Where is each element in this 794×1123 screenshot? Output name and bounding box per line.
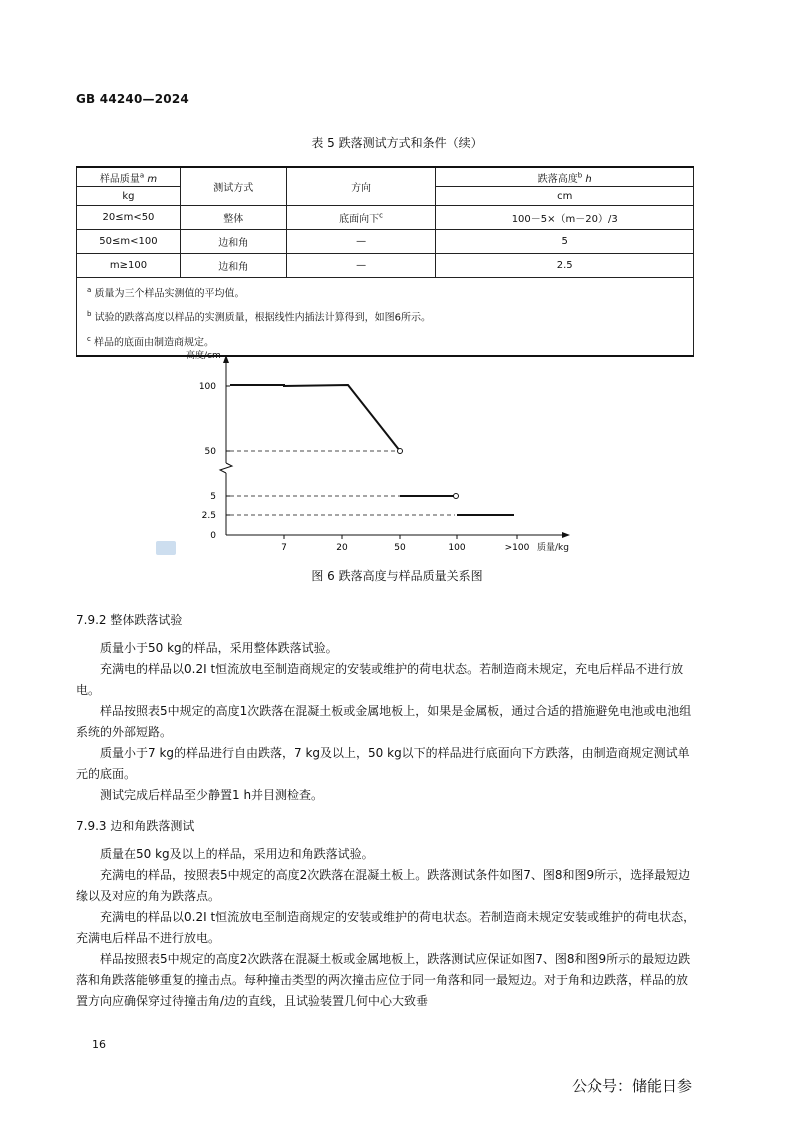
header-method: 测试方式 [180, 167, 286, 206]
x-tick-label: 7 [281, 543, 287, 553]
x-tick-label: 100 [448, 543, 466, 553]
y-tick-label: 50 [204, 447, 216, 457]
y-tick-label: 0 [210, 531, 216, 541]
header-mass: 样品质量$^a$ m [77, 167, 181, 187]
figure-caption: 图 6 跌落高度与样品质量关系图 [311, 569, 483, 583]
table-note: $^b$ 试验的跌落高度以样品的实测质量，根据线性内插法计算得到，如图6所示。 [87, 310, 432, 324]
section-heading: 7.9.2 整体跌落试验 [76, 613, 183, 627]
series-line-20-50 [230, 385, 400, 451]
x-tick-label: 50 [394, 543, 406, 553]
header-direction: 方向 [286, 167, 436, 206]
drop-height-chart [180, 345, 600, 560]
x-ticks [281, 535, 529, 553]
y-tick-label: 100 [198, 382, 216, 392]
table-title: 表 5 跌落测试方式和条件（续） [311, 136, 483, 150]
y-axis-label: 高度/cm [186, 351, 221, 361]
paragraph: 充满电的样品，按照表5中规定的高度2次跌落在混凝土板上。跌落测试条件如图7、图8和图9所示，选择最短边缘以及对应的角为跌落点。 [76, 868, 691, 903]
header-height-unit: cm [436, 187, 694, 206]
y-tick-label: 2.5 [201, 511, 216, 521]
paragraph: 质量在50 kg及以上的样品，采用边和角跌落试验。 [100, 847, 374, 861]
header-height: 跌落高度$^b$ h [436, 167, 694, 187]
x-tick-label: 20 [336, 543, 348, 553]
section-heading: 7.9.3 边和角跌落测试 [76, 819, 195, 833]
series-end-marker [454, 494, 459, 499]
paragraph: 质量小于50 kg的样品，采用整体跌落试验。 [100, 641, 338, 655]
paragraph: 测试完成后样品至少静置1 h并目测检查。 [100, 788, 324, 802]
watermark-logo [156, 541, 176, 555]
y-tick-label: 5 [210, 492, 216, 502]
table-note: $^a$ 质量为三个样品实测值的平均值。 [87, 286, 245, 300]
paragraph: 样品按照表5中规定的高度2次跌落在混凝土板或金属地板上，跌落测试应保证如图7、图8和图9所示的最短边跌落和角跌落能够重复的撞击点。每种撞击类型的两次撞击应位于同一角落和同一最短边。对于角和边跌落，样品的放置方向应确保穿过待撞击角/边的直线，且试验装置几何中心大致垂 [76, 952, 691, 1008]
series-end-marker [398, 449, 403, 454]
table-row: m≥100 边和角 — 2.5 [77, 254, 694, 278]
y-ticks [199, 382, 230, 541]
header-mass-unit: kg [77, 187, 181, 206]
table-row: 20≤m<50 整体 底面向下$^c$ 100－5×（m－20）/3 [77, 206, 694, 230]
paragraph: 充满电的样品以0.2I t恒流放电至制造商规定的安装或维护的荷电状态。若制造商未规定，充电后样品不进行放电。 [76, 662, 684, 697]
y-axis-arrow [223, 355, 229, 363]
x-tick-label: >100 [504, 543, 530, 553]
table-note: $^c$ 样品的底面由制造商规定。 [87, 334, 215, 348]
paragraph: 样品按照表5中规定的高度1次跌落在混凝土板或金属地板上，如果是金属板，通过合适的措施避免电池或电池组系统的外部短路。 [76, 704, 692, 739]
table-row: 50≤m<100 边和角 — 5 [77, 230, 694, 254]
footer-brand: 公众号：储能日参 [572, 1077, 693, 1095]
x-axis-label: 质量/kg [537, 543, 569, 553]
paragraph: 充满电的样品以0.2I t恒流放电至制造商规定的安装或维护的荷电状态。若制造商未规定安装或维护的荷电状态，充满电后样品不进行放电。 [76, 910, 696, 945]
x-axis-arrow [562, 532, 570, 538]
standard-code: GB 44240—2024 [76, 92, 189, 106]
drop-test-table [76, 166, 694, 357]
section-body [76, 638, 696, 806]
paragraph: 质量小于7 kg的样品进行自由跌落，7 kg及以上，50 kg以下的样品进行底面向下方跌落，由制造商规定测试单元的底面。 [76, 746, 690, 781]
section-body [76, 844, 696, 1012]
y-axis-break [220, 463, 232, 473]
page-number: 16 [92, 1038, 106, 1051]
